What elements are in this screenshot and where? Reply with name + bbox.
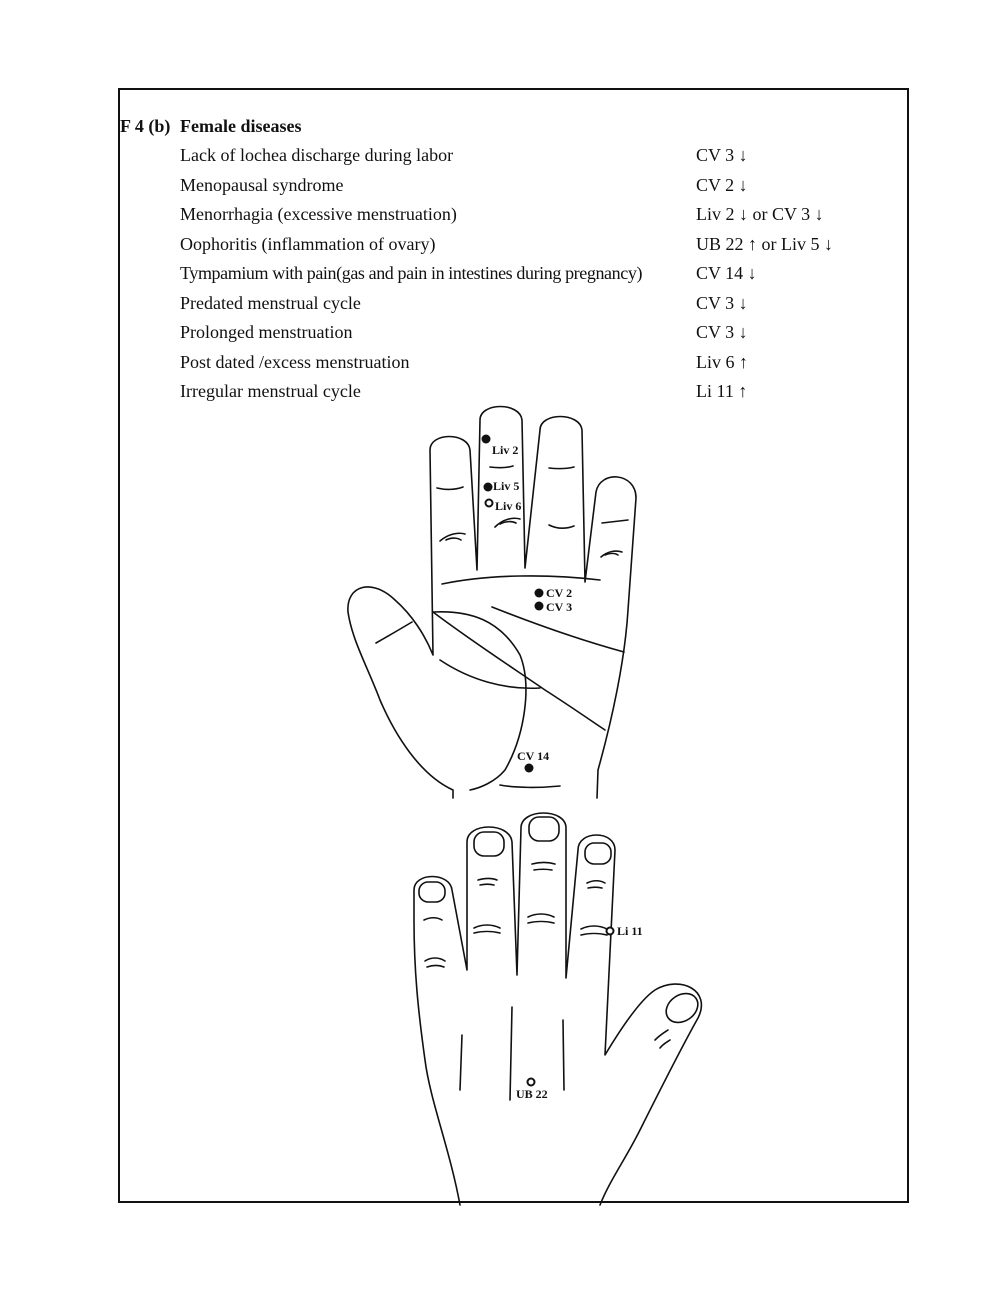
back-hand-illustration xyxy=(414,813,703,1205)
point-marker-liv5 xyxy=(484,483,493,492)
condition-text: Irregular menstrual cycle xyxy=(180,381,361,401)
condition-text: Menopausal syndrome xyxy=(180,174,344,195)
remedy-text: CV 3 ↓ xyxy=(696,322,748,342)
point-label-cv2: CV 2 xyxy=(546,586,573,600)
point-marker-ub22 xyxy=(528,1079,535,1086)
condition-text: Menorrhagia (excessive menstruation) xyxy=(180,204,457,224)
point-label-liv5: Liv 5 xyxy=(493,479,520,493)
condition-text: Oophoritis (inflammation of ovary) xyxy=(180,233,436,254)
remedy-text: Li 11 ↑ xyxy=(696,381,748,401)
condition-text: Prolonged menstruation xyxy=(180,322,353,342)
remedy-text: UB 22 ↑ or Liv 5 ↓ xyxy=(696,233,833,254)
condition-text: Predated menstrual cycle xyxy=(180,292,361,313)
section-title: Female diseases xyxy=(180,116,302,136)
point-marker-liv6 xyxy=(486,500,493,507)
point-label-liv6: Liv 6 xyxy=(495,499,522,513)
point-label-liv2: Liv 2 xyxy=(492,443,519,457)
remedy-text: CV 3 ↓ xyxy=(696,145,748,165)
palm-hand-illustration xyxy=(348,407,636,799)
point-marker-cv2 xyxy=(535,589,544,598)
condition-text: Post dated /excess menstruation xyxy=(180,351,410,372)
remedy-text: CV 14 ↓ xyxy=(696,263,757,283)
palm-points xyxy=(482,435,573,773)
point-marker-cv3 xyxy=(535,602,544,611)
remedy-text: CV 3 ↓ xyxy=(696,292,748,313)
point-label-ub22: UB 22 xyxy=(516,1087,548,1101)
section-id: F 4 (b) xyxy=(120,116,171,136)
back-points xyxy=(516,924,643,1101)
remedy-text: Liv 2 ↓ or CV 3 ↓ xyxy=(696,204,824,224)
condition-text: Tympamium with pain(gas and pain in intestines during pregnancy) xyxy=(180,263,643,283)
remedy-text: CV 2 ↓ xyxy=(696,174,748,195)
condition-text: Lack of lochea discharge during labor xyxy=(180,145,454,165)
point-marker-cv14 xyxy=(525,764,534,773)
point-label-cv3: CV 3 xyxy=(546,600,573,614)
point-marker-li11 xyxy=(607,928,614,935)
point-label-li11: Li 11 xyxy=(617,924,643,938)
remedy-text: Liv 6 ↑ xyxy=(696,351,748,372)
point-label-cv14: CV 14 xyxy=(517,749,550,763)
point-marker-liv2 xyxy=(482,435,491,444)
